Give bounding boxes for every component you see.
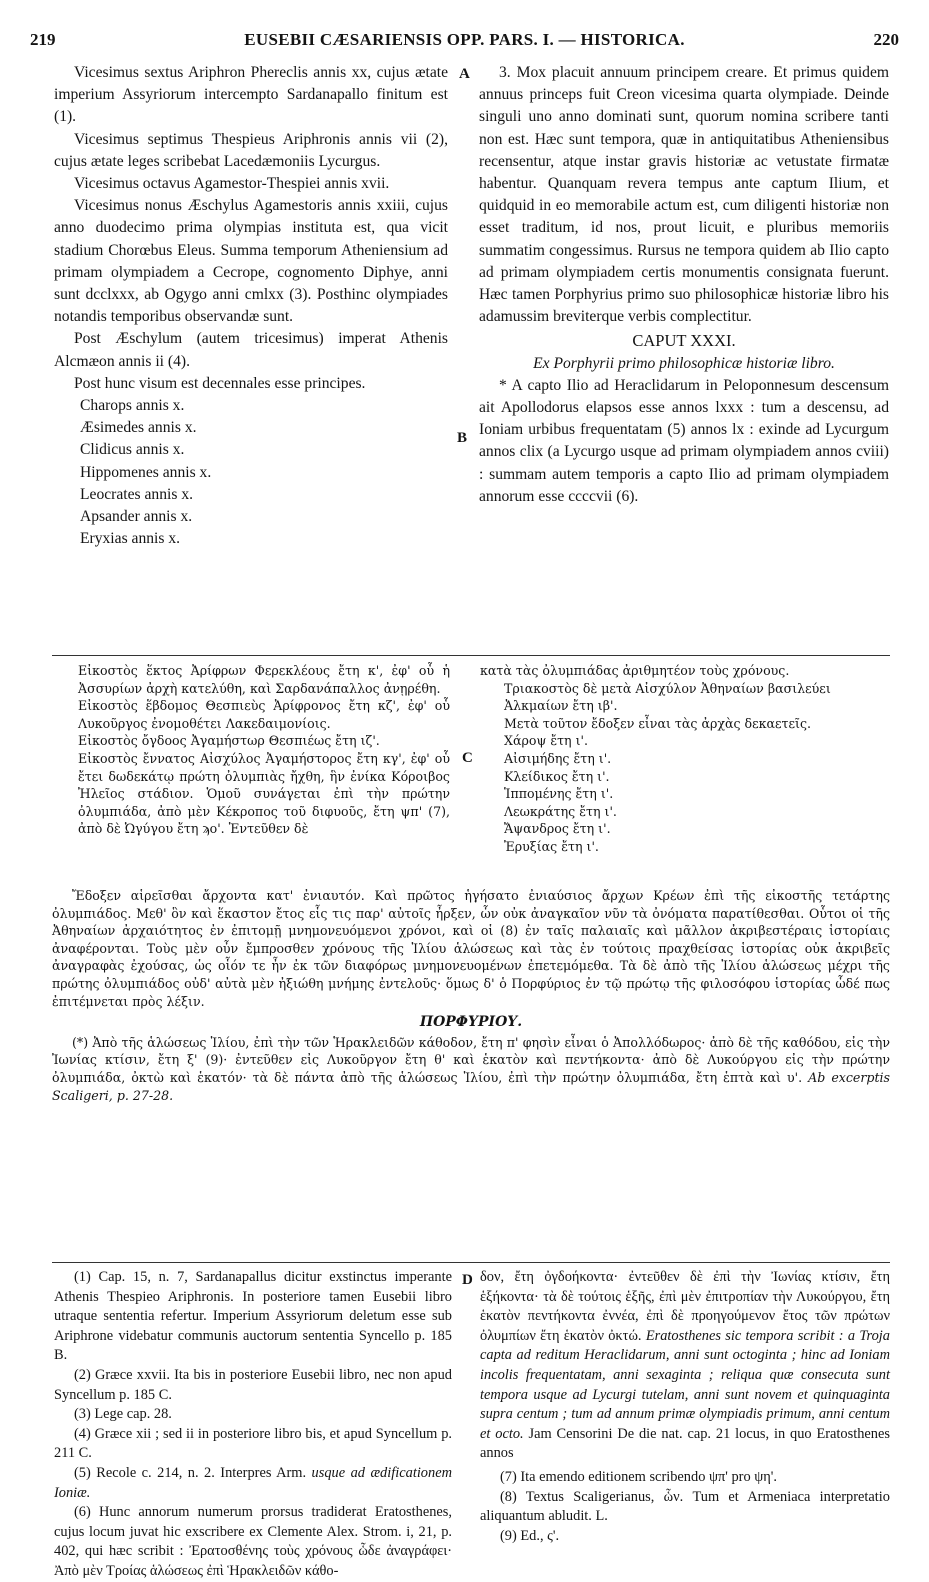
footnote-greek: δον, ἔτη ὀγδοήκοντα· ἐντεῦθεν δὲ ἐπὶ τὴν Ἰωνίας κτίσιν, ἔτη ἑξήκοντα· τὰ δὲ τούτοις ἑξῆς, ἐπὶ μὲν ἐπιτροπίαν τὴν Λυκούργου, ἔτη ἑκατὸν πεντήκοντα ἐννέα, ἐπὶ δὲ προηγούμενον ἔτος τῶν πρώτων ὀλυμπίων ἔτη ἑκατὸν ὀκτώ.: [480, 1269, 890, 1344]
greek-paragraph: Ἔδοξεν αἱρεῖσθαι ἄρχοντα κατ' ἐνιαυτόν. Καὶ πρῶτος ἡγήσατο ἐνιαύσιος ἄρχων Κρέων ἐπὶ τῆς εἰκοστῆς τετάρτης ὀλυμπιάδος. Μεθ' ὃν καὶ ἕκαστον ἔτος εἷς τις παρ' αὐτοῖς ἦρξεν, ὧν οὐκ ἀναγκαῖον νῦν τὰ ὀνόματα παρατίθεσθαι. Οὗτοι οἱ τῆς Ἀθηναίων ἀρχαιότητος ἐν ἐπιτομῇ μνημονευόμενοι χρόνοι, καὶ οἱ (8) ἐν ταῖς παλαιαῖς καὶ μᾶλλον ἀκριβεστέραις ἱστορίαις ἀναφέρονται. Τοὺς μὲν οὖν ἔμπροσθεν χρόνους τῆς Ἰλίου ἁλώσεως καὶ τὰς ἐν τούτοις πραχθείσας ἱστορίας οὐκ ἀκριβεῖς ἀναγραφὰς ἐχούσας, ὡς οἷόν τε ἦν ἐκ τῶν διαφόρως μνημονευομένων ἐπετεμόμεθα. Τὰ δὲ ἀπὸ τῆς Ἰλίου ἁλώσεως μέχρι τῆς πρώτης ὀλυμπιάδος οὐδ' αὐτὰ μὲν ἠξιώθη μνήμης ἐντελοῦς· ὅμως δ' ὁ Πορφύριος ἐν τῷ πρώτῳ τῆς φιλοσόφου ἱστορίας ὧδέ πως ἐπιτέμνεται πρὸς λέξιν.: [52, 888, 890, 1009]
page-number-right: 220: [873, 30, 899, 49]
porphyry-text: (*) Ἀπὸ τῆς ἁλώσεως Ἰλίου, ἐπὶ τὴν τῶν Ἡρακλειδῶν κάθοδον, ἔτη π' φησὶν εἶναι ὁ Ἀπολλόδωρος· ἀπὸ δὲ τῆς καθόδου, εἰς τὴν Ἰωνίας κτίσιν, ἔτη ξ' (9)· ἐντεῦθεν εἰς Λυκοῦργον ἔτη θ' καὶ ἑκατὸν καὶ πεντήκοντα· ἀπὸ δὲ Λυκούργου εἰς τὴν πρώτην ὀλυμπιάδα, ὀκτὼ καὶ ἑκατόν· τὰ δὲ πάντα ἀπὸ τῆς ἁλώσεως Ἰλίου, ἐπὶ τὴν πρώτην ὀλυμπιάδα, ἔτη ἑπτὰ καὶ υ'.: [52, 1034, 890, 1085]
latin-paragraph: * A capto Ilio ad Heraclidarum in Peloponnesum descensum ait Apollodorus elapsos esse annos lxxx : tum a descensu, ad Ioniam urbibus frequentatam (5) annos lx : exinde ad Lycurgum annos clix (a Lycurgo usque ad primam olympiadem annos cviii) : summam autem temporis a capto Ilio ad primam olympiadem annorum esse ccccvii (6).: [479, 376, 889, 505]
archon-list-item: Apsander annis x.: [80, 508, 193, 526]
greek-list-item: Ἱππομένης ἔτη ι'.: [504, 786, 614, 802]
archon-list-item: Eryxias annis x.: [80, 530, 181, 548]
latin-paragraph: Vicesimus octavus Agamestor-Thespiei annis xvii.: [74, 175, 390, 193]
footnote-text: Jam Censorini De die nat. cap. 21 locus, in quo Eratosthenes annos: [480, 1425, 890, 1462]
footnote: (4) Græce xii ; sed ii in posteriore libro bis, et apud Syncellum p. 211 C.: [54, 1425, 452, 1462]
footnote-text: (5) Recole c. 214, n. 2. Interpres Arm.: [74, 1464, 307, 1481]
latin-paragraph: Post hunc visum est decennales esse principes.: [74, 374, 366, 392]
footnote-continuation: [480, 1268, 890, 1464]
greek-paragraph: κατὰ τὰς ὀλυμπιάδας ἀριθμητέον τοὺς χρόνους.: [480, 663, 790, 678]
chapter-subtitle: Ex Porphyrii primo philosophicæ historiæ libro.: [533, 354, 835, 372]
greek-right-column: [480, 662, 890, 856]
footnote: (2) Græce xxvii. Ita bis in posteriore Eusebii libro, nec non apud Syncellum p. 185 C.: [54, 1366, 452, 1403]
greek-paragraph: Μετὰ τοῦτον ἔδοξεν εἶναι τὰς ἀρχὰς δεκαετεῖς.: [504, 715, 812, 731]
latin-paragraph: Vicesimus sextus Ariphron Phereclis annis xx, cujus ætate imperium Assyriorum intercempto Sardanapallo finitum est (1).: [54, 64, 448, 126]
margin-mark-d: D: [462, 1272, 473, 1288]
footnote: (9) Ed., ς'.: [500, 1527, 560, 1544]
chapter-title: CAPUT XXXI.: [632, 331, 736, 351]
page-number-left: 219: [30, 30, 56, 49]
running-title: EUSEBII CÆSARIENSIS OPP. PARS. I. — HISTORICA.: [244, 30, 685, 49]
footnote: (6) Hunc annorum numerum prorsus tradiderat Eratosthenes, cujus locum juvat hic exscribere ex Clemente Alex. Strom. i, 21, p. 402, qui hæc scribit : Ἐρατοσθένης τοὺς χρόνους ὧδε ἀναγράφει· Ἀπὸ μὲν Τροίας ἁλώσεως ἐπὶ Ἡρακλειδῶν κάθο-: [54, 1504, 452, 1579]
footnote-divider: [52, 1262, 890, 1263]
archon-list-item: Charops annis x.: [80, 397, 185, 415]
footnote: (8) Textus Scaligerianus, ὧν. Tum et Armeniaca interpretatio aliquantum abludit. L.: [480, 1488, 890, 1525]
porphyry-fragment: [52, 1034, 890, 1104]
greek-list-item: Κλείδικος ἔτη ι'.: [504, 768, 610, 784]
porphyry-heading: ΠΟΡΦΥΡΙΟΥ.: [419, 1014, 523, 1031]
archon-list-item: Æsimedes annis x.: [80, 419, 197, 437]
footnote-italic: usque ad ædificationem Ioniæ.: [54, 1464, 452, 1501]
greek-list-item: Ἐρυξίας ἔτη ι'.: [504, 838, 599, 854]
footnote: (3) Lege cap. 28.: [74, 1406, 172, 1423]
latin-paragraph: 3. Mox placuit annuum principem creare. Et primus quidem annuus princeps fuit Creon vicesima quarta olympiade. Deinde singuli uno anno dominati sunt, quorum nomina scribere tanti non est. Hæc sunt tempora, quæ in antiquitatibus Atheniensibus recensentur, atque instar gravis historiæ ac vetustate firmatæ habentur. Quanquam revera tempus ante captum Ilium, et quidquid in eo memorabile actum est, cum diligenti historiæ non esset traditum, id nos, prout licuit, e pluribus memoriis summatim congessimus. Rursus ne tempora quidem ab Ilio capto ad primam olympiadem certis monumentis consignata fuerunt. Hæc tamen Porphyrius primo suo philosophicæ historiæ libro his adamussim breviterque verbis complectitur.: [479, 64, 889, 326]
footnote-italic: Eratosthenes sic tempora scribit : a Troja capta ad reditum Heraclidarum, anni sunt octoginta ; hinc ad Ioniam incolis frequentatam, anni sexaginta ; reliqua quæ consecuta sunt tempora usque ad Lycurgi tutelam, anni sunt novem et quinquaginta supra centum ; tum ad annum primæ olympiadis primum, anni centum et octo.: [480, 1327, 890, 1442]
archon-list-item: Leocrates annis x.: [80, 485, 194, 503]
greek-list-item: Λεωκράτης ἔτη ι'.: [504, 803, 617, 819]
greek-paragraph: Εἰκοστὸς ἔννατος Αἰσχύλος Ἀγαμήστορος ἔτη κγ', ἐφ' οὗ ἔτει δωδεκάτῳ πρώτη ὀλυμπιὰς ἤχθη, ἣν ἐνίκα Κόροιβος Ἠλεῖος στάδιον. Ὁμοῦ συνάγεται ἐπὶ τὴν πρώτην ὀλυμπιάδα, ἀπὸ μὲν Κέκροπος τοῦ διφυοῦς, ἔτη ψπ' (7), ἀπὸ δὲ Ὠγύγου ἔτη ϡο'. Ἐντεῦθεν δὲ: [78, 750, 450, 837]
archon-list-item: Clidicus annis x.: [80, 441, 185, 459]
greek-list-item: Ἄψανδρος ἔτη ι'.: [504, 821, 611, 837]
latin-right-column: [479, 62, 889, 508]
footnote: (7) Ita emendo editionem scribendo ψπ' pro ψη'.: [500, 1468, 777, 1485]
greek-paragraph: Εἰκοστὸς ἕβδομος Θεσπιεὺς Ἀρίφρονος ἔτη κζ', ἐφ' οὗ Λυκοῦργος ἐνομοθέτει Λακεδαιμονίοις.: [78, 698, 450, 731]
footnotes-left: [54, 1268, 452, 1582]
greek-left-column: [54, 662, 450, 838]
archon-list-item: Hippomenes annis x.: [80, 463, 212, 481]
latin-paragraph: Vicesimus septimus Thespieus Ariphronis annis vii (2), cujus ætate leges scribebat Lacedæmoniis Lycurgus.: [54, 130, 448, 170]
margin-mark-b: B: [457, 430, 468, 446]
greek-list-item: Αἰσιμήδης ἔτη ι'.: [504, 750, 612, 766]
latin-left-column: [54, 62, 448, 550]
greek-paragraph: Τριακοστὸς δὲ μετὰ Αἰσχύλον Ἀθηναίων βασιλεύει Ἀλκμαίων ἔτη ιβ'.: [504, 680, 831, 714]
greek-paragraph: Εἰκοστὸς ὄγδοος Ἀγαμήστωρ Θεσπιέως ἔτη ιζ'.: [78, 733, 380, 749]
greek-wide-block: [52, 887, 890, 1104]
column-divider: [52, 655, 890, 656]
latin-paragraph: Post Æschylum (autem tricesimus) imperat Athenis Alcmæon annis ii (4).: [54, 330, 448, 370]
porphyry-source: Ab excerptis Scaligeri, p. 27-28.: [52, 1069, 891, 1103]
footnotes-right: [480, 1268, 890, 1546]
greek-list-item: Χάροψ ἔτη ι'.: [504, 733, 589, 749]
latin-paragraph: Vicesimus nonus Æschylus Agamestoris annis xxiii, cujus anno duodecimo prima olympias instituta est, qua vicit stadium Chorœbus Eleus. Summa temporum Atheniensium ad primam olympiadem a Cecrope, cognomento Diphye, anni sunt dcclxxx, ab Ogygo anni cmlxx (3). Posthinc olympiades notandis temporibus observandæ sunt.: [54, 197, 448, 326]
running-header: [30, 30, 899, 52]
greek-paragraph: Εἰκοστὸς ἕκτος Ἀρίφρων Φερεκλέους ἔτη κ', ἐφ' οὗ ἡ Ἀσσυρίων ἀρχὴ κατελύθη, καὶ Σαρδανάπαλλος ἀνῃρέθη.: [78, 663, 450, 696]
footnote: (1) Cap. 15, n. 7, Sardanapallus dicitur exstinctus imperante Athenis Thespieo Ariphronis. In posteriore tamen Eusebii libro utraque sententia refertur. Imperium Assyriorum deletum esse sub Ariphrone videbatur communis auctorum sententia Syncello p. 185 B.: [54, 1269, 452, 1364]
footnote: [54, 1464, 452, 1503]
margin-mark-c: C: [462, 750, 473, 766]
margin-mark-a: A: [459, 66, 470, 82]
